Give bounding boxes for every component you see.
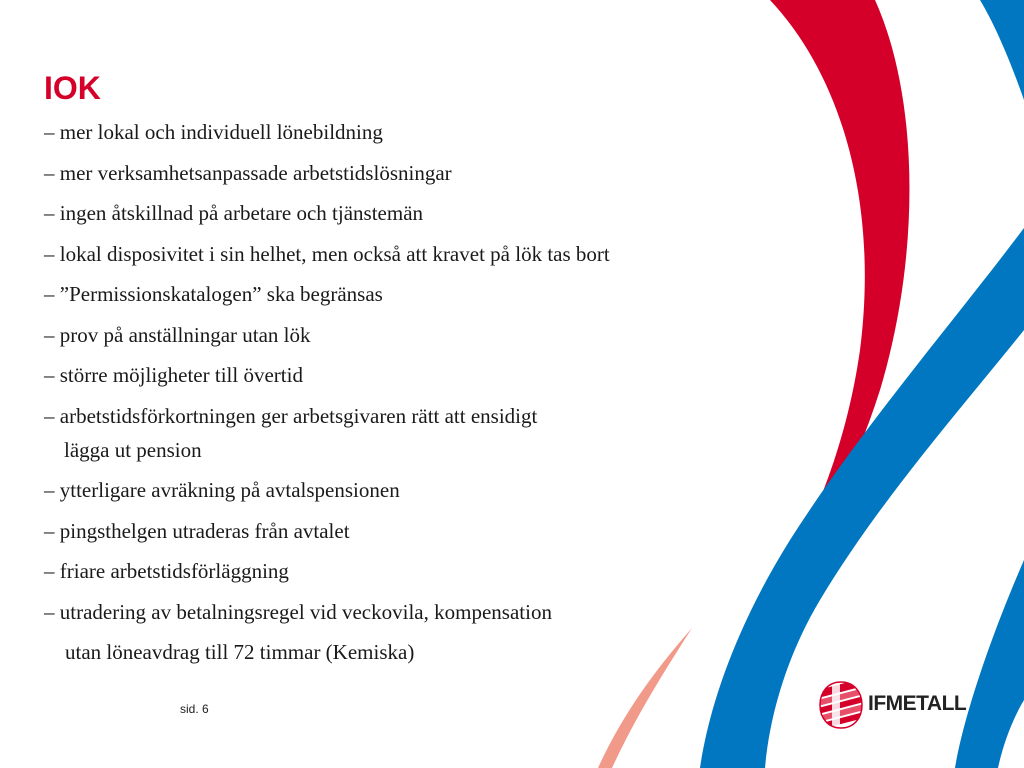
list-item xyxy=(44,595,764,669)
if-metall-logo xyxy=(818,680,988,730)
list-item-text: – mer lokal och individuell lönebildning xyxy=(44,120,383,144)
list-item xyxy=(44,156,764,190)
list-item-continuation: lägga ut pension xyxy=(64,437,202,462)
list-item xyxy=(44,115,764,149)
list-item-text: – större möjligheter till övertid xyxy=(44,363,303,387)
list-item-text: – mer verksamhetsanpassade arbetstidslösningar xyxy=(44,160,452,185)
list-item-text: – utradering av betalningsregel vid veckovila, kompensation xyxy=(44,599,552,624)
list-item xyxy=(44,318,764,352)
list-item xyxy=(44,196,764,230)
list-item-text: – prov på anställningar utan lök xyxy=(44,322,311,347)
if-metall-logo-icon xyxy=(818,680,864,730)
list-item-text: – ingen åtskillnad på arbetare och tjänstemän xyxy=(44,201,424,225)
list-item xyxy=(44,473,764,507)
blue-swoosh-top xyxy=(980,0,1024,100)
logo-text: IFMETALL xyxy=(868,692,967,715)
list-item-text: – ”Permissionskatalogen” ska begränsas xyxy=(44,282,383,306)
blue-swoosh-lower xyxy=(955,560,1024,768)
list-item-text: – ytterligare avräkning på avtalspensionen xyxy=(44,478,400,502)
list-item-text: – pingsthelgen utraderas från avtalet xyxy=(44,518,350,543)
list-item-text: – friare arbetstidsförläggning xyxy=(44,559,289,583)
slide-title: IOK xyxy=(44,70,101,106)
list-item xyxy=(44,554,764,588)
list-item-text: – arbetstidsförkortningen ger arbetsgivaren rätt att ensidigt xyxy=(44,403,538,428)
list-item xyxy=(44,277,764,311)
list-item-continuation: utan löneavdrag till 72 timmar (Kemiska) xyxy=(65,639,415,664)
list-item xyxy=(44,514,764,548)
list-item-text: – lokal disposivitet i sin helhet, men också att kravet på lök tas bort xyxy=(44,241,610,266)
list-item xyxy=(44,399,764,467)
list-item xyxy=(44,358,764,392)
list-item xyxy=(44,237,764,271)
page-number: sid. 6 xyxy=(180,702,209,716)
bullet-list xyxy=(44,115,764,675)
